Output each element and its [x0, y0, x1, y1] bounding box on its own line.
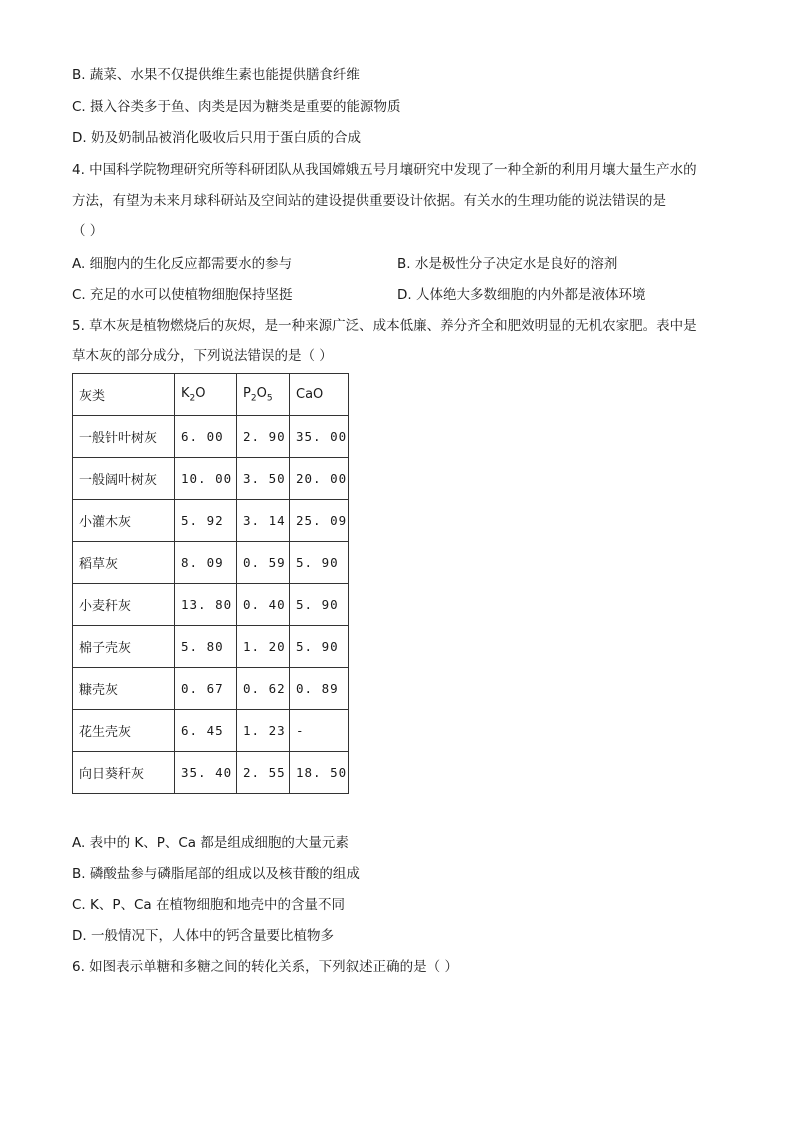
cell-ash-type: 花生壳灰	[73, 710, 175, 752]
cell-k2o: 0. 67	[175, 668, 237, 710]
cell-ash-type: 糠壳灰	[73, 668, 175, 710]
cell-ash-type: 向日葵秆灰	[73, 752, 175, 794]
cell-ash-type: 一般阔叶树灰	[73, 458, 175, 500]
q5-stem-line-1: 5. 草木灰是植物燃烧后的灰烬，是一种来源广泛、成本低廉、养分齐全和肥效明显的无机农家肥。表中是	[72, 318, 697, 334]
cell-cao: -	[290, 710, 349, 752]
cell-cao: 20. 00	[290, 458, 349, 500]
cell-k2o: 6. 45	[175, 710, 237, 752]
table-row	[73, 542, 349, 584]
cell-p2o5: 2. 55	[237, 752, 290, 794]
cell-ash-type: 小麦秆灰	[73, 584, 175, 626]
q5-option-a: A. 表中的 K、P、Ca 都是组成细胞的大量元素	[72, 835, 349, 851]
cell-p2o5: 2. 90	[237, 416, 290, 458]
cell-k2o: 5. 80	[175, 626, 237, 668]
table-row	[73, 500, 349, 542]
q6-stem: 6. 如图表示单糖和多糖之间的转化关系，下列叙述正确的是（ ）	[72, 959, 458, 975]
cell-cao: 0. 89	[290, 668, 349, 710]
cell-cao: 5. 90	[290, 584, 349, 626]
cell-cao: 5. 90	[290, 542, 349, 584]
q5-option-d: D. 一般情况下，人体中的钙含量要比植物多	[72, 928, 334, 944]
table-row	[73, 710, 349, 752]
q4-option-b: B. 水是极性分子决定水是良好的溶剂	[397, 256, 618, 272]
cell-p2o5: 1. 23	[237, 710, 290, 752]
q3-option-b: B. 蔬菜、水果不仅提供维生素也能提供膳食纤维	[72, 67, 360, 83]
q3-option-c: C. 摄入谷类多于鱼、肉类是因为糖类是重要的能源物质	[72, 99, 401, 115]
cell-ash-type: 棉子壳灰	[73, 626, 175, 668]
cell-p2o5: 0. 40	[237, 584, 290, 626]
cell-p2o5: 0. 59	[237, 542, 290, 584]
cell-p2o5: 0. 62	[237, 668, 290, 710]
header-k2o: $K_2O$	[175, 374, 237, 416]
cell-k2o: 35. 40	[175, 752, 237, 794]
table-row	[73, 458, 349, 500]
header-p2o5: $P_2O_5$	[237, 374, 290, 416]
table-row	[73, 668, 349, 710]
header-ash-type: 灰类	[73, 374, 175, 416]
q4-stem-line-2: 方法，有望为未来月球科研站及空间站的建设提供重要设计依据。有关水的生理功能的说法错误的是	[72, 193, 666, 209]
q5-stem-line-2: 草木灰的部分成分，下列说法错误的是（ ）	[72, 348, 333, 364]
q4-option-d: D. 人体绝大多数细胞的内外都是液体环境	[397, 287, 646, 303]
q4-option-c: C. 充足的水可以使植物细胞保持坚挺	[72, 287, 293, 303]
cell-ash-type: 一般针叶树灰	[73, 416, 175, 458]
cell-cao: 5. 90	[290, 626, 349, 668]
table-row	[73, 416, 349, 458]
header-cao: CaO	[290, 374, 349, 416]
cell-k2o: 13. 80	[175, 584, 237, 626]
q4-stem-line-3: （ ）	[72, 223, 104, 239]
ash-composition-table	[72, 373, 349, 794]
table-header-row	[73, 374, 349, 416]
cell-cao: 35. 00	[290, 416, 349, 458]
table-row	[73, 584, 349, 626]
cell-p2o5: 3. 14	[237, 500, 290, 542]
cell-cao: 25. 09	[290, 500, 349, 542]
q5-option-b: B. 磷酸盐参与磷脂尾部的组成以及核苷酸的组成	[72, 866, 360, 882]
cell-ash-type: 小灌木灰	[73, 500, 175, 542]
q5-option-c: C. K、P、Ca 在植物细胞和地壳中的含量不同	[72, 897, 345, 913]
cell-p2o5: 3. 50	[237, 458, 290, 500]
cell-k2o: 5. 92	[175, 500, 237, 542]
table-row	[73, 626, 349, 668]
cell-p2o5: 1. 20	[237, 626, 290, 668]
cell-cao: 18. 50	[290, 752, 349, 794]
cell-k2o: 8. 09	[175, 542, 237, 584]
table-row	[73, 752, 349, 794]
cell-ash-type: 稻草灰	[73, 542, 175, 584]
q4-option-a: A. 细胞内的生化反应都需要水的参与	[72, 256, 293, 272]
cell-k2o: 10. 00	[175, 458, 237, 500]
q4-stem-line-1: 4. 中国科学院物理研究所等科研团队从我国嫦娥五号月壤研究中发现了一种全新的利用月壤大量生产水的	[72, 162, 697, 178]
cell-k2o: 6. 00	[175, 416, 237, 458]
q3-option-d: D. 奶及奶制品被消化吸收后只用于蛋白质的合成	[72, 130, 361, 146]
